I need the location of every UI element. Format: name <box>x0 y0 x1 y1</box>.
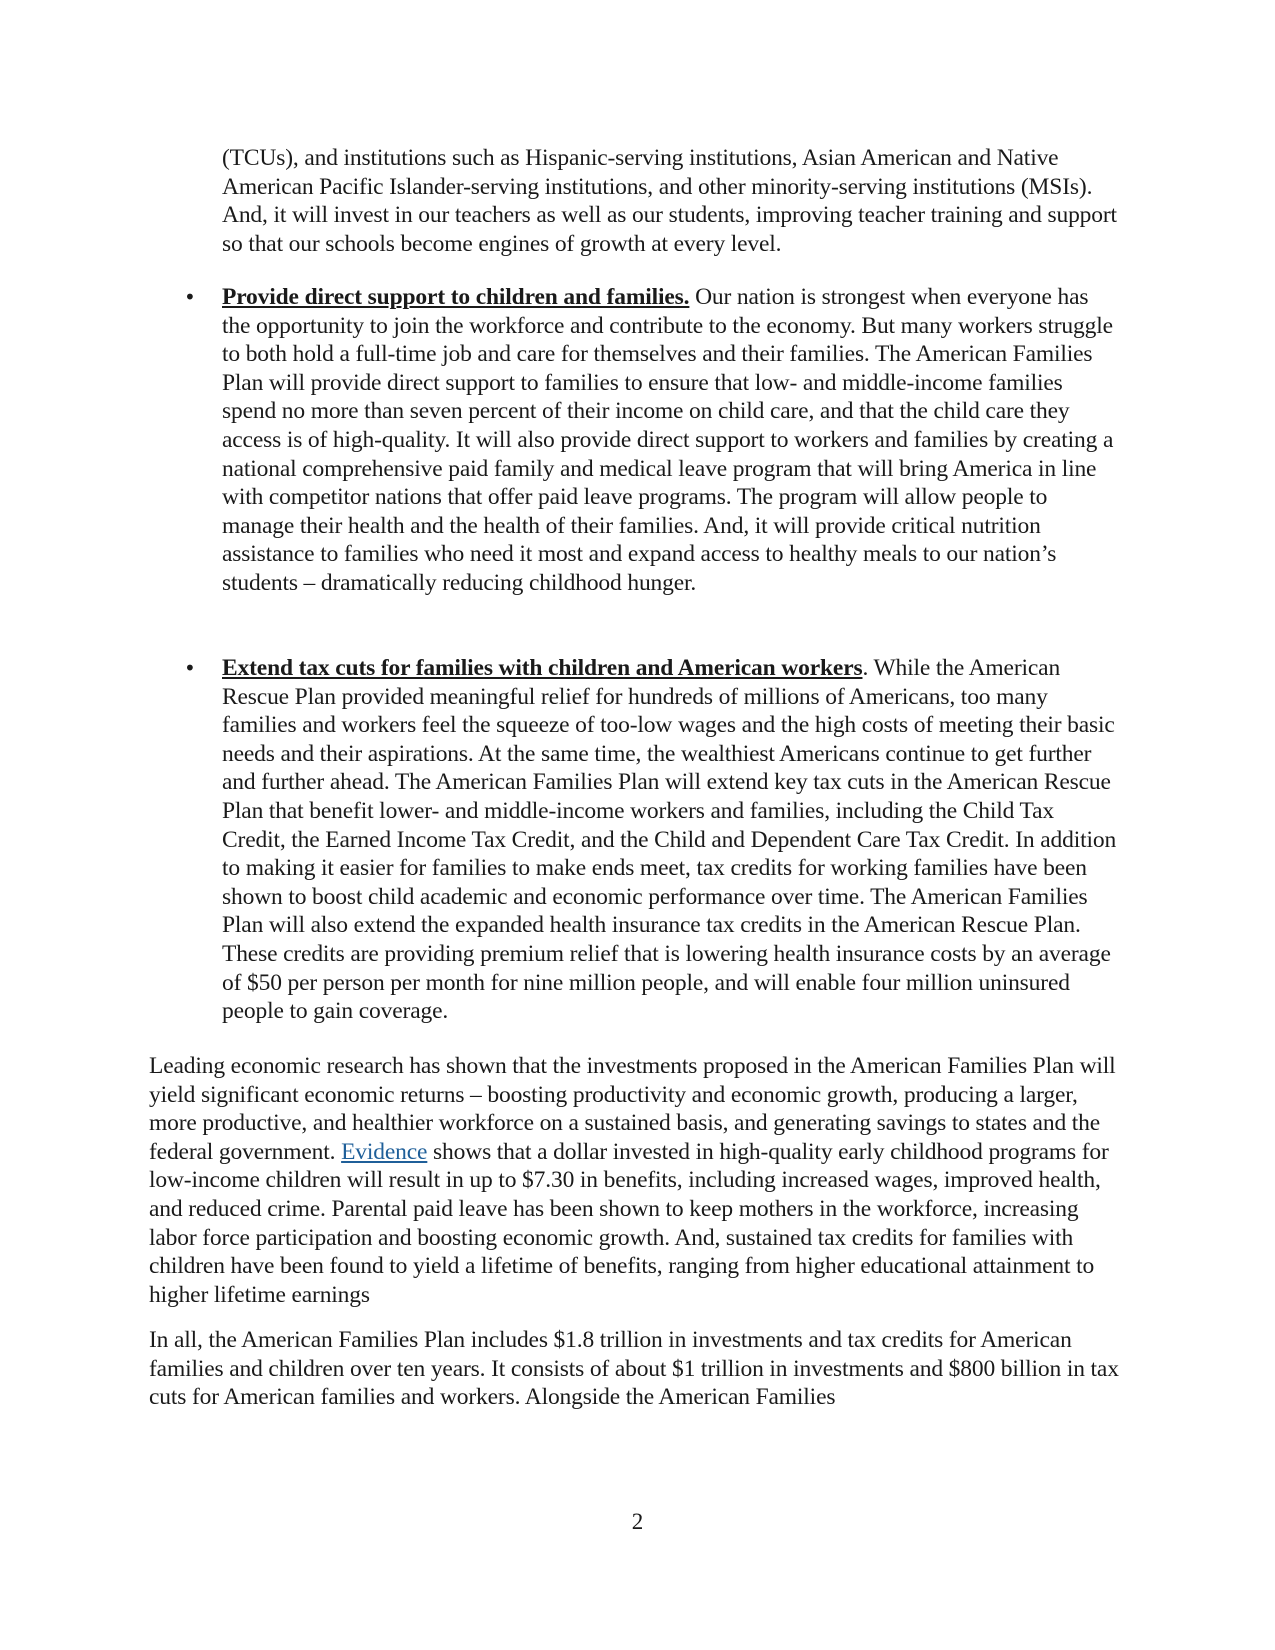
page-number: 2 <box>631 1509 644 1534</box>
bullet-heading-children-families: Provide direct support to children and families. <box>222 284 690 310</box>
bullet-heading-tax-cuts: Extend tax cuts for families with children and American workers <box>222 655 863 681</box>
bullet-body-children-families: Our nation is strongest when everyone has the opportunity to join the workforce and contribute to the economy. But many workers struggle to both hold a full-time job and care for themselves and their families. The American Families Plan will provide direct support to families to ensure that low- and middle-income families spend no more than seven percent of their income on child care, and that the child care they access is of high-quality. It will also provide direct support to workers and families by creating a national comprehensive paid family and medical leave program that will bring America in line with competitor nations that offer paid leave programs. The program will allow people to manage their health and the health of their families. And, it will provide critical nutrition assistance to families who need it most and expand access to healthy meals to our nation’s students – dramatically reducing childhood hunger. <box>222 284 1114 596</box>
bullet-marker-2: • <box>184 656 196 680</box>
research-text-before-link: Leading economic research has shown that the investments proposed in the American Families Plan will yield significant economic returns – boosting productivity and economic growth, producing a larger, more productive, and healthier workforce on a sustained basis, and generating savings to states and the federal government. <box>149 1053 1116 1165</box>
bullet-item-children-families <box>222 283 1122 598</box>
research-text-after-link: shows that a dollar invested in high-quality early childhood programs for low-income children will result in up to $7.30 in benefits, including increased wages, improved health, and reduced crime. Parental paid leave has been shown to keep mothers in the workforce, increasing labor force participation and boosting economic growth. And, sustained tax credits for families with children have been found to yield a lifetime of benefits, ranging from higher educational attainment to higher lifetime earnings <box>149 1138 1109 1308</box>
summary-paragraph: In all, the American Families Plan includes $1.8 trillion in investments and tax credits for American families and children over ten years. It consists of about $1 trillion in investments and $800 billion in tax cuts for American families and workers. Alongside the American Families <box>149 1327 1119 1411</box>
bullet-item-tax-cuts <box>222 654 1122 1026</box>
research-paragraph <box>149 1052 1124 1309</box>
bullet-marker-1: • <box>184 285 196 309</box>
intro-continuation-paragraph: (TCUs), and institutions such as Hispanic-serving institutions, Asian American and Native American Pacific Islander-serving institutions, and other minority-serving institutions (MSIs). And, it will invest in our teachers as well as our students, improving teacher training and support so that our schools become engines of growth at every level. <box>222 145 1117 257</box>
evidence-link[interactable]: Evidence <box>341 1138 428 1165</box>
bullet-heading-tax-cuts-period: . <box>862 655 869 681</box>
bullet-body-tax-cuts: While the American Rescue Plan provided meaningful relief for hundreds of millions of Americans, too many families and workers feel the squeeze of too-low wages and the high costs of meeting their basic needs and their aspirations. At the same time, the wealthiest Americans continue to get further and further ahead. The American Families Plan will extend key tax cuts in the American Rescue Plan that benefit lower- and middle-income workers and families, including the Child Tax Credit, the Earned Income Tax Credit, and the Child and Dependent Care Tax Credit. In addition to making it easier for families to make ends meet, tax credits for working families have been shown to boost child academic and economic performance over time. The American Families Plan will also extend the expanded health insurance tax credits in the American Rescue Plan. These credits are providing premium relief that is lowering health insurance costs by an average of $50 per person per month for nine million people, and will enable four million uninsured people to gain coverage. <box>222 655 1117 1025</box>
